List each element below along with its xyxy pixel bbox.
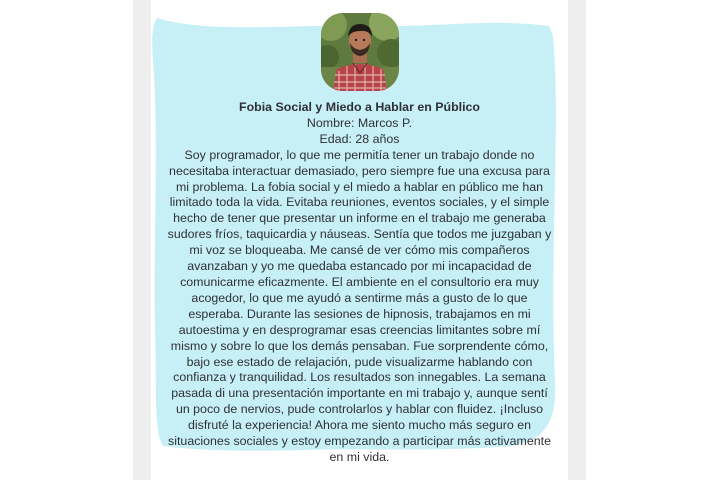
left-gutter bbox=[133, 0, 151, 480]
testimonial-age: Edad: 28 años bbox=[319, 131, 400, 146]
testimonial-text bbox=[165, 100, 554, 466]
testimonial-body: Soy programador, lo que me permitía tener un trabajo donde no necesitaba interactuar demasiado, pero siempre fue una excusa para mi problema. La fobia social y el miedo a hablar en público me han limitado toda la vida. Evitaba reuniones, eventos sociales, y el simple hecho de tener que presentar un informe en el trabajo me generaba sudores fríos, taquicardia y náuseas. Sentía que todos me juzgaban y mi voz se bloqueaba. Me cansé de ver cómo mis compañeros avanzaban y yo me quedaba estancado por mi incapacidad de comunicarme eficazmente. El ambiente en el consultorio era muy acogedor, lo que me ayudó a sentirme más a gusto de lo que esperaba. Durante las sesiones de hipnosis, trabajamos en mi autoestima y en desprogramar esas creencias limitantes sobre mí mismo y sobre lo que los demás pensaban. Fue sorprendente cómo, bajo ese estado de relajación, pude visualizarme hablando con confianza y tranquilidad. Los resultados son innegables. La semana pasada di una presentación importante en mi trabajo y, aunque sentí un poco de nervios, pude controlarlos y hablar con fluidez. ¡Incluso disfruté la experiencia! Ahora me siento mucho más seguro en situaciones sociales y estoy empezando a participar más activamente en mi vida. bbox=[167, 147, 552, 464]
testimonial-name: Nombre: Marcos P. bbox=[306, 115, 413, 130]
profile-photo bbox=[321, 13, 399, 91]
testimonial-title: Fobia Social y Miedo a Hablar en Público bbox=[239, 100, 480, 114]
testimonial-card bbox=[151, 0, 568, 480]
right-gutter bbox=[568, 0, 586, 480]
person-photo-icon bbox=[321, 13, 399, 91]
